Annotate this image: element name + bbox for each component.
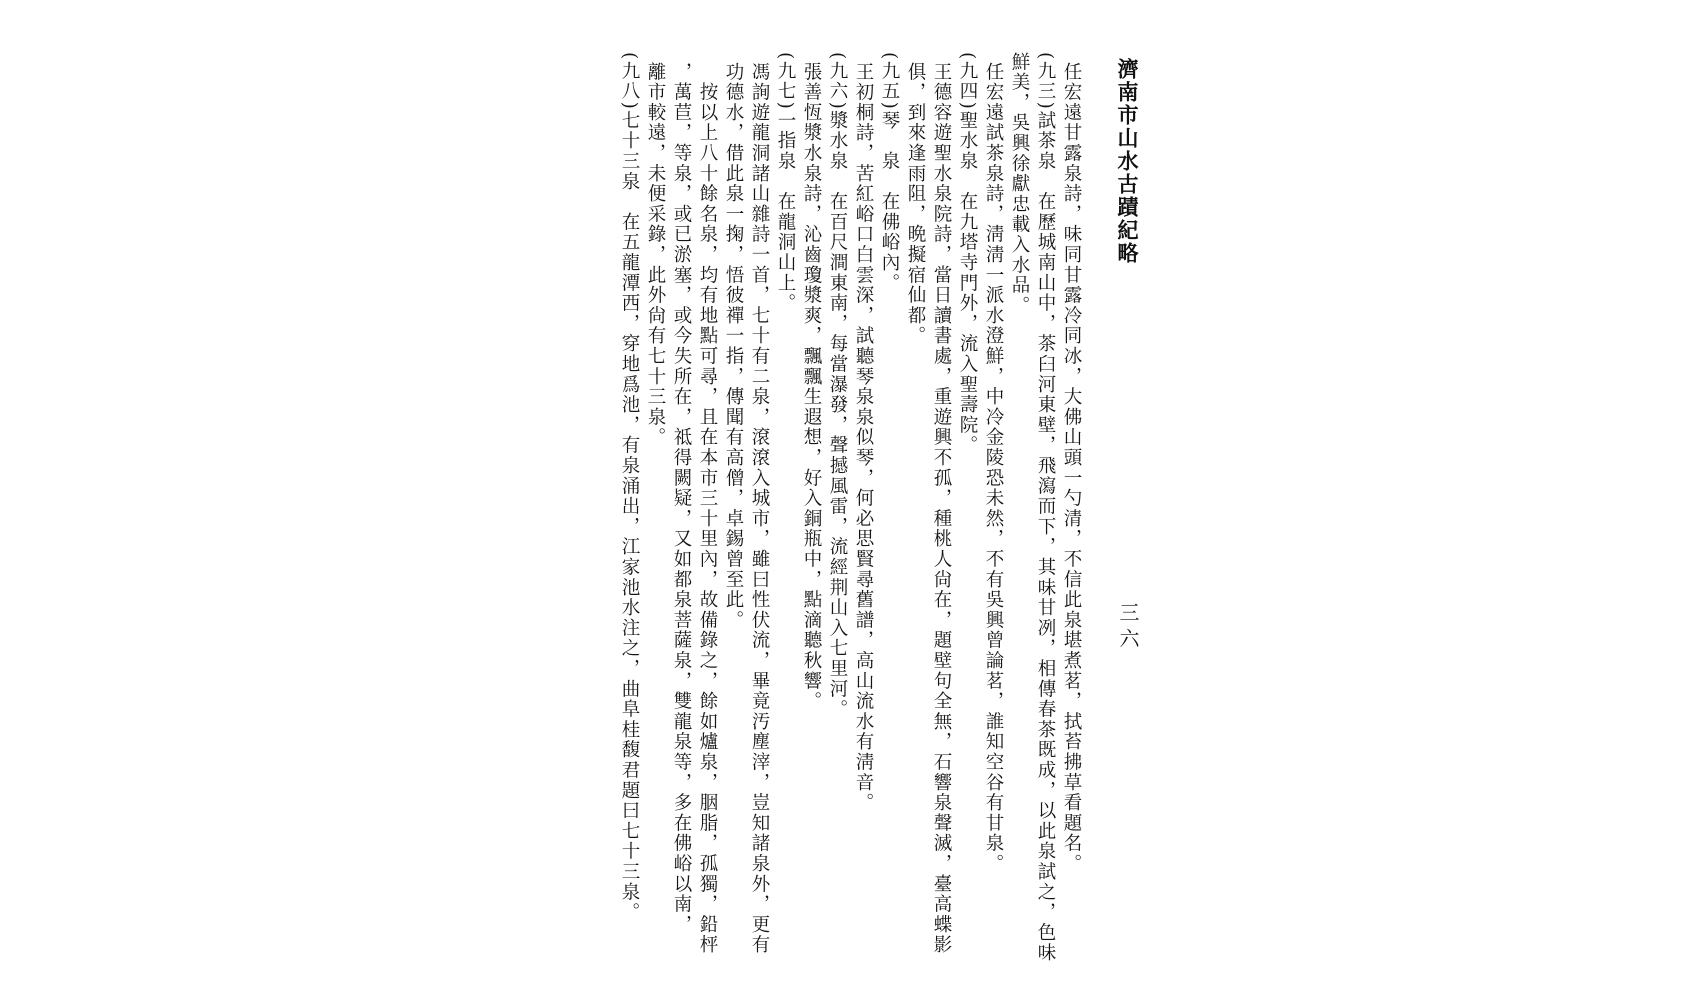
text-column: ，萬苣，等泉，或已淤塞，或今失所在，祗得闕疑，又如都泉菩薩泉，雙龍泉等，多在佛峪以南， xyxy=(671,62,692,935)
running-title: 濟南市山水古蹟紀略 xyxy=(1115,58,1140,265)
text-column: 俱，到來逢雨阻，晩擬宿仙都。 xyxy=(905,62,926,347)
text-column: 王德容遊聖水泉院詩，當日讀書處，重遊興不孤，種桃人尙在，題壁句全無，石響泉聲滅，臺高蝶影 xyxy=(931,62,952,956)
text-column: 王初桐詩，苦紅峪口白雲深，試聽琴泉泉似琴，何必思賢尋舊譜，高山流水有淸音。 xyxy=(853,62,874,814)
text-column: 功德水，借此泉一掬，悟彼禪一指，傳聞有高僧，卓錫曾至此。 xyxy=(723,62,744,631)
text-column: 離市較遠，未便采錄，此外尙有七十三泉。 xyxy=(645,62,666,448)
text-column: 按以上八十餘名泉，均有地點可尋，且在本市三十里內，故備錄之，餘如爐泉，胭脂，孤獨，鉛枰 xyxy=(697,62,718,956)
text-column: (九五)琴 泉 在佛峪內。 xyxy=(879,52,900,294)
text-column: (九六)漿水泉 在百尺澗東南，每當瀑發，聲撼風雷，流經荆山入七里河。 xyxy=(827,52,848,720)
text-column: 任宏遠試茶泉詩，淸淸一派水澄鮮，中冷金陵恐未然，不有吳興曾論茗，誰知空谷有甘泉。 xyxy=(983,62,1004,874)
text-column: (九七)一指泉 在龍洞山上。 xyxy=(775,52,796,314)
text-column: (九三)試茶泉 在歷城南山中，茶臼河東壁，飛瀉而下，其味甘冽，相傳春茶既成，以此泉試之，色味 xyxy=(1035,52,1056,964)
text-column: (九四)聖水泉 在九塔寺門外，流入聖壽院。 xyxy=(957,52,978,456)
text-column: 鮮美，吳興徐獻忠載入水品。 xyxy=(1009,52,1030,316)
page-number: 三六 xyxy=(1116,602,1140,654)
text-column: 馮詢遊龍洞諸山雜詩一首，七十有二泉，滾滾入城市，雖曰性伏流，畢竟汚塵滓，豈知諸泉外，更有 xyxy=(749,62,770,956)
text-column: 任宏遠甘露泉詩，味同甘露冷同冰，大佛山頭一勺清，不信此泉堪煮茗，拭苔拂草看題名。 xyxy=(1061,62,1082,874)
text-column: (九八)七十三泉 在五龍潭西，穿地爲池，有泉涌出，江家池水注之，曲阜桂馥君題曰七十三泉。 xyxy=(619,52,640,923)
text-column: 張善恆漿水泉詩，沁齒瓊漿爽，飄飄生遐想，好入銅瓶中，點滴聽秋響。 xyxy=(801,62,822,712)
